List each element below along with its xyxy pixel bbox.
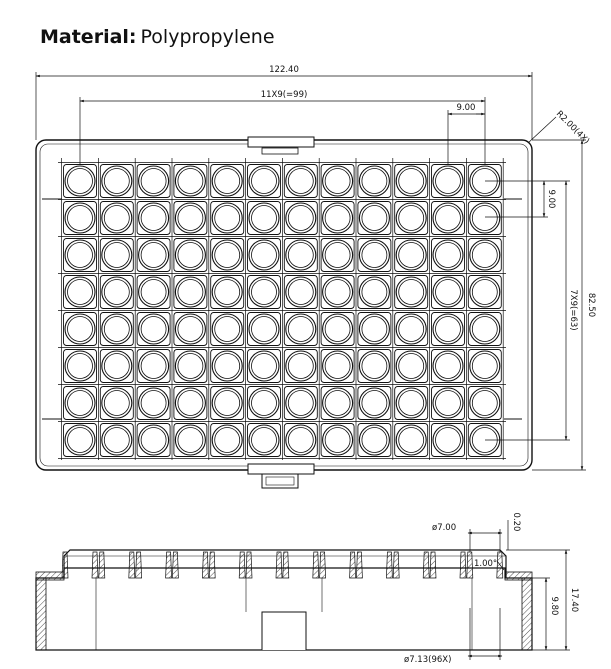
well-outer bbox=[175, 277, 205, 307]
skirt-height-label: 9.80 bbox=[549, 596, 559, 616]
well-outer bbox=[139, 277, 169, 307]
right-lip-hatch bbox=[505, 572, 532, 580]
overall-height-label: 17.40 bbox=[569, 587, 579, 613]
well-outer bbox=[359, 388, 389, 418]
well-outer bbox=[396, 240, 426, 270]
well-outer bbox=[396, 277, 426, 307]
well-outer bbox=[433, 240, 463, 270]
well-outer bbox=[396, 166, 426, 196]
well-outer bbox=[139, 240, 169, 270]
well-outer bbox=[212, 240, 242, 270]
well-outer bbox=[323, 425, 353, 455]
well-wall bbox=[276, 552, 282, 578]
well-outer bbox=[139, 314, 169, 344]
well-outer bbox=[175, 240, 205, 270]
well-outer bbox=[249, 388, 279, 418]
top-diameter-label: ø7.00 bbox=[432, 523, 457, 533]
well-wall bbox=[246, 552, 252, 578]
bottom-notch bbox=[248, 464, 314, 474]
well-wall bbox=[209, 552, 215, 578]
well-wall bbox=[62, 552, 68, 578]
well-outer bbox=[249, 425, 279, 455]
well-outer bbox=[323, 388, 353, 418]
well-outer bbox=[102, 203, 132, 233]
bottom-diameter-label: ø7.13(96X) bbox=[404, 655, 452, 665]
top-notch-inner bbox=[262, 148, 298, 154]
row-pitch-label: 9.00 bbox=[546, 189, 556, 209]
well-outer bbox=[102, 351, 132, 381]
well-outer bbox=[396, 314, 426, 344]
well-outer bbox=[249, 277, 279, 307]
well-outer bbox=[139, 203, 169, 233]
bottom-notch-tab bbox=[262, 474, 298, 488]
well-outer bbox=[433, 277, 463, 307]
well-outer bbox=[323, 203, 353, 233]
well-outer bbox=[65, 203, 95, 233]
draft-angle-label: 1.00° bbox=[474, 559, 498, 569]
well-outer bbox=[470, 240, 500, 270]
overall-depth-label: 82.50 bbox=[586, 292, 596, 318]
well-outer bbox=[212, 388, 242, 418]
well-outer bbox=[359, 351, 389, 381]
well-wall bbox=[423, 552, 429, 578]
well-outer bbox=[396, 203, 426, 233]
well-wall bbox=[129, 552, 135, 578]
well-wall bbox=[356, 552, 362, 578]
well-outer bbox=[470, 351, 500, 381]
well-outer bbox=[249, 203, 279, 233]
well-outer bbox=[249, 351, 279, 381]
well-outer bbox=[359, 314, 389, 344]
well-outer bbox=[323, 314, 353, 344]
well-outer bbox=[249, 166, 279, 196]
well-outer bbox=[175, 351, 205, 381]
well-outer bbox=[65, 425, 95, 455]
well-wall bbox=[460, 552, 466, 578]
column-pitch-label: 9.00 bbox=[456, 103, 476, 113]
side-view bbox=[36, 550, 532, 650]
well-outer bbox=[359, 425, 389, 455]
well-outer bbox=[396, 388, 426, 418]
well-outer bbox=[470, 388, 500, 418]
well-outer bbox=[470, 203, 500, 233]
well-outer bbox=[175, 425, 205, 455]
well-outer bbox=[175, 203, 205, 233]
well-wall bbox=[313, 552, 319, 578]
well-outer bbox=[102, 166, 132, 196]
well-outer bbox=[396, 351, 426, 381]
well-outer bbox=[286, 240, 316, 270]
well-outer bbox=[212, 203, 242, 233]
well-outer bbox=[286, 425, 316, 455]
well-outer bbox=[433, 388, 463, 418]
well-wall bbox=[386, 552, 392, 578]
well-outer bbox=[102, 277, 132, 307]
top-view bbox=[36, 137, 532, 488]
well-outer bbox=[396, 425, 426, 455]
well-outer bbox=[433, 203, 463, 233]
well-outer bbox=[433, 425, 463, 455]
well-wall bbox=[239, 552, 245, 578]
well-outer bbox=[433, 166, 463, 196]
well-wall bbox=[283, 552, 289, 578]
well-outer bbox=[212, 166, 242, 196]
well-outer bbox=[139, 351, 169, 381]
material-label: Material: bbox=[40, 26, 137, 48]
row-span-label: 7X9(=63) bbox=[568, 289, 578, 331]
well-wall bbox=[202, 552, 208, 578]
well-outer bbox=[139, 166, 169, 196]
wall-thickness-label: 0.20 bbox=[511, 512, 521, 532]
well-outer bbox=[249, 314, 279, 344]
well-outer bbox=[359, 240, 389, 270]
well-outer bbox=[65, 277, 95, 307]
well-outer bbox=[323, 240, 353, 270]
well-outer bbox=[286, 351, 316, 381]
well-outer bbox=[212, 425, 242, 455]
well-outer bbox=[286, 166, 316, 196]
material-value: Polypropylene bbox=[140, 26, 275, 48]
column-span-label: 11X9(=99) bbox=[260, 90, 308, 100]
well-wall bbox=[320, 552, 326, 578]
well-outer bbox=[175, 388, 205, 418]
well-outer bbox=[359, 166, 389, 196]
well-outer bbox=[212, 277, 242, 307]
well-wall bbox=[350, 552, 356, 578]
well-outer bbox=[286, 388, 316, 418]
well-wall bbox=[393, 552, 399, 578]
top-notch bbox=[248, 137, 314, 147]
well-outer bbox=[323, 351, 353, 381]
well-outer bbox=[65, 240, 95, 270]
well-outer bbox=[470, 277, 500, 307]
well-wall bbox=[467, 552, 473, 578]
well-outer bbox=[249, 240, 279, 270]
well-outer bbox=[65, 351, 95, 381]
well-wall bbox=[172, 552, 178, 578]
center-notch bbox=[262, 612, 306, 650]
well-outer bbox=[286, 277, 316, 307]
well-outer bbox=[433, 351, 463, 381]
right-skirt-hatch bbox=[522, 578, 532, 650]
well-wall bbox=[99, 552, 105, 578]
well-outer bbox=[139, 388, 169, 418]
left-lip-hatch bbox=[36, 572, 64, 580]
well-outer bbox=[65, 314, 95, 344]
well-outer bbox=[212, 314, 242, 344]
overall-width-label: 122.40 bbox=[269, 65, 299, 75]
well-outer bbox=[102, 240, 132, 270]
well-outer bbox=[139, 425, 169, 455]
left-skirt-hatch bbox=[36, 578, 46, 650]
well-wall bbox=[430, 552, 436, 578]
well-outer bbox=[286, 314, 316, 344]
well-outer bbox=[323, 277, 353, 307]
well-outer bbox=[286, 203, 316, 233]
well-outer bbox=[359, 277, 389, 307]
well-outer bbox=[470, 314, 500, 344]
well-wall bbox=[92, 552, 98, 578]
well-outer bbox=[102, 388, 132, 418]
well-outer bbox=[102, 314, 132, 344]
well-outer bbox=[65, 388, 95, 418]
corner-radius-label: R2.00(4X) bbox=[553, 109, 592, 147]
well-outer bbox=[102, 425, 132, 455]
well-outer bbox=[65, 166, 95, 196]
well-outer bbox=[175, 314, 205, 344]
well-outer bbox=[323, 166, 353, 196]
well-outer bbox=[433, 314, 463, 344]
well-outer bbox=[175, 166, 205, 196]
well-wall bbox=[166, 552, 172, 578]
well-outer bbox=[212, 351, 242, 381]
well-outer bbox=[359, 203, 389, 233]
well-grid bbox=[58, 158, 506, 460]
well-wall bbox=[136, 552, 142, 578]
